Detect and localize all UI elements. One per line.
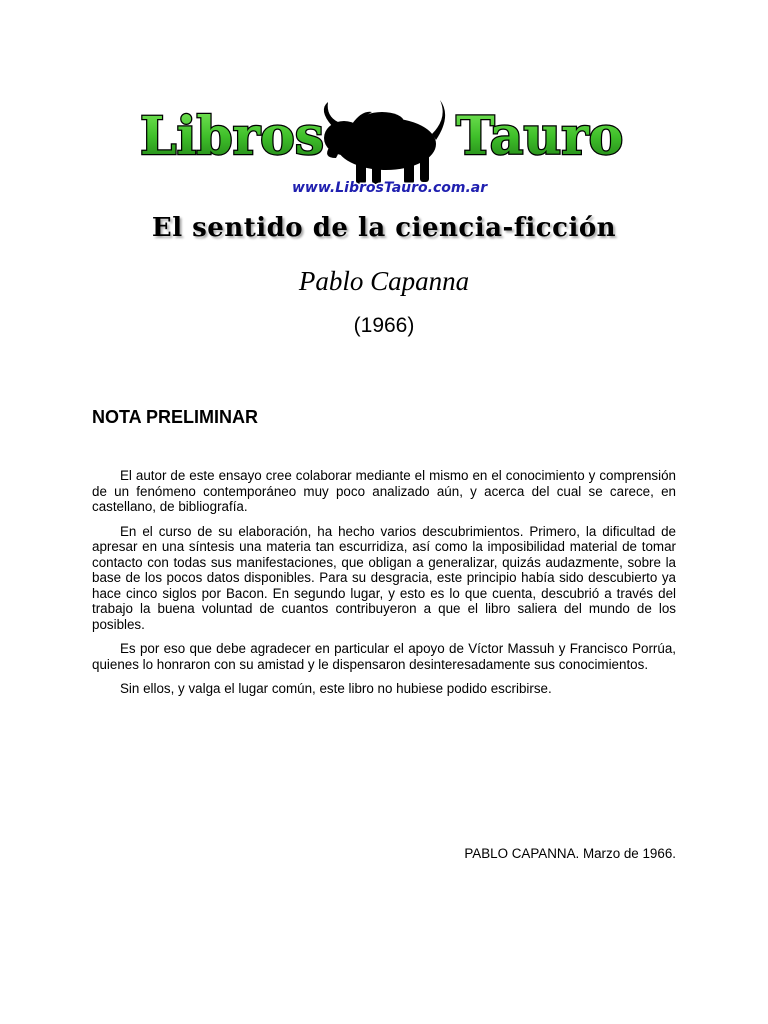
logo-word-right: Tauro [456,106,624,167]
paragraph: Sin ellos, y valga el lugar común, este libro no hubiese podido escribirse. [120,681,552,696]
paragraph: El autor de este ensayo cree colaborar mediante el mismo en el conocimiento y comprensión de un fenómeno contemporáneo muy poco analizado aún, y acerca del cual se carece, en castellano, de bibliografía. [92,468,676,514]
paragraph: Es por eso que debe agradecer en particular el apoyo de Víctor Massuh y Francisco Porrúa, quienes lo honraron con su amistad y le dispensaron desinteresadamente sus conocimientos. [92,641,676,672]
bull-icon [324,100,445,184]
libros-tauro-logo [136,88,630,200]
author-name: Pablo Capanna [298,266,470,296]
publication-year: (1966) [353,314,415,337]
logo-url: www.LibrosTauro.com.ar [292,180,488,196]
signature: PABLO CAPANNA. Marzo de 1966. [464,846,676,861]
document-title: El sentido de la ciencia-ficción [151,213,617,243]
paragraph: En el curso de su elaboración, ha hecho varios descubrimientos. Primero, la dificultad de apresar en una síntesis una materia tan escurridiza, así como la imposibilidad material de tomar contacto con todas sus manifestaciones, que obligan a generalizar, quizás audazmente, sobre la base de los pocos datos disponibles. Para su desgracia, este principio había sido descubierto ya hace cinco siglos por Bacon. En segundo lugar, y esto es lo que cuenta, descubrió a través del trabajo la buena voluntad de cuantos contribuyeron a que el libro saliera del mundo de los posibles. [92,523,676,632]
body-text [92,468,676,706]
logo-word-left: Libros [140,106,325,167]
section-heading: NOTA PRELIMINAR [92,407,258,427]
